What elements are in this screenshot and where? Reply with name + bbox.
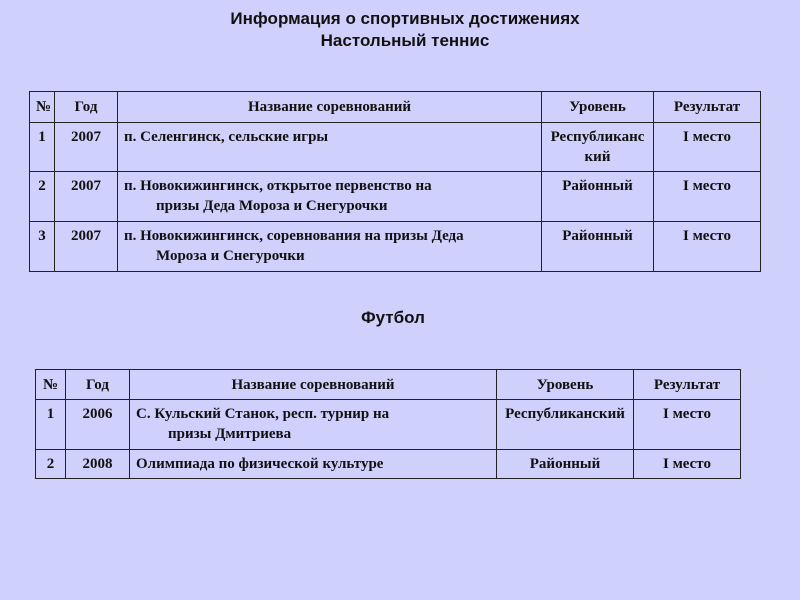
cell-name-line-2: призы Деда Мороза и Снегурочки <box>156 198 388 214</box>
column-header-result: Результат <box>654 92 761 123</box>
cell-num: 1 <box>30 123 55 172</box>
table-row <box>30 123 761 172</box>
cell-name-line-1: Олимпиада по физической культуре <box>136 456 384 472</box>
cell-year: 2007 <box>55 172 118 222</box>
cell-year: 2008 <box>66 450 130 479</box>
cell-num: 2 <box>36 450 66 479</box>
table-row <box>30 172 761 222</box>
tennis-table <box>29 91 761 272</box>
cell-result: I место <box>634 400 741 450</box>
cell-name-line-2: Мороза и Снегурочки <box>156 248 305 264</box>
cell-level: Районный <box>542 222 654 272</box>
cell-num: 2 <box>30 172 55 222</box>
column-header-name: Название соревнований <box>118 92 542 123</box>
cell-level: Республиканский <box>542 123 654 172</box>
column-header-num: № <box>30 92 55 123</box>
cell-name-line-1: п. Новокижингинск, открытое первенство на <box>124 178 432 194</box>
table-row <box>36 400 741 450</box>
cell-level: Районный <box>542 172 654 222</box>
football-table <box>35 369 741 479</box>
column-header-year: Год <box>55 92 118 123</box>
cell-name-line-2: призы Дмитриева <box>168 426 292 442</box>
cell-result: I место <box>654 123 761 172</box>
cell-name <box>118 222 542 272</box>
page-title-line-1: Информация о спортивных достижениях <box>230 9 580 28</box>
column-header-year: Год <box>66 370 130 400</box>
page-title <box>0 8 800 52</box>
column-header-level: Уровень <box>542 92 654 123</box>
column-header-result: Результат <box>634 370 741 400</box>
table-header-row <box>30 92 761 123</box>
cell-num: 3 <box>30 222 55 272</box>
cell-name <box>130 400 497 450</box>
section-title-tennis: Настольный теннис <box>320 31 490 50</box>
cell-name-line-1: п. Селенгинск, сельские игры <box>124 129 329 145</box>
cell-num: 1 <box>36 400 66 450</box>
table-row <box>36 450 741 479</box>
column-header-num: № <box>36 370 66 400</box>
cell-name <box>118 172 542 222</box>
column-header-name: Название соревнований <box>130 370 497 400</box>
column-header-level: Уровень <box>497 370 634 400</box>
cell-name-line-1: С. Кульский Станок, респ. турнир на <box>136 406 390 422</box>
cell-result: I место <box>654 172 761 222</box>
section-title-football: Футбол <box>361 308 425 327</box>
cell-name <box>130 450 497 479</box>
table-row <box>30 222 761 272</box>
table-header-row <box>36 370 741 400</box>
cell-year: 2006 <box>66 400 130 450</box>
cell-name <box>118 123 542 172</box>
cell-level: Районный <box>497 450 634 479</box>
cell-result: I место <box>654 222 761 272</box>
cell-year: 2007 <box>55 222 118 272</box>
cell-name-line-1: п. Новокижингинск, соревнования на призы Деда <box>124 228 464 244</box>
cell-result: I место <box>634 450 741 479</box>
cell-level: Республиканский <box>497 400 634 450</box>
cell-year: 2007 <box>55 123 118 172</box>
